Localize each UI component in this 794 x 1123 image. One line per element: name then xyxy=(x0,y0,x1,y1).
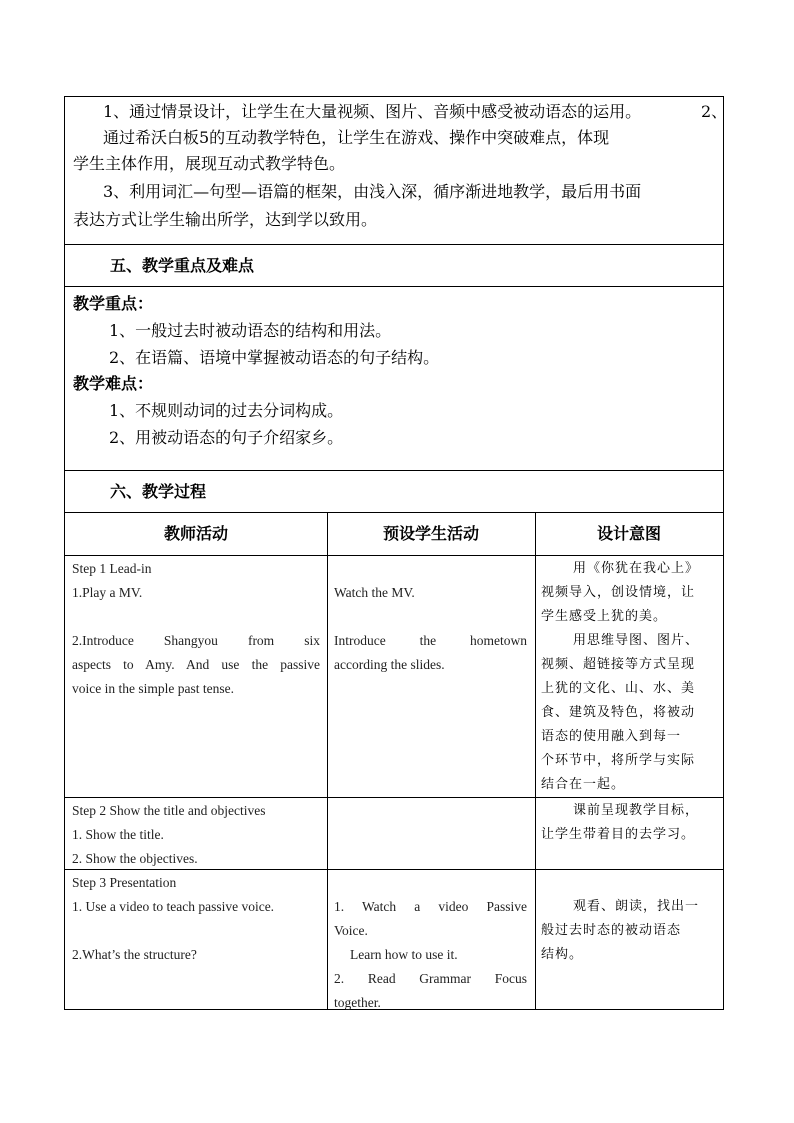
intro-line-3: 学生主体作用，展现互动式教学特色。 xyxy=(73,154,346,173)
student-activity-cell: 1. Watch a video Passive Voice. Learn how to use it. 2. Read Grammar Focus together. xyxy=(334,899,527,1010)
teacher-activity-cell: Step 1 Lead-in 1.Play a MV. 2.Introduce Shangyou from six aspects to Amy. And use the passive voice in the simple past tense. xyxy=(72,561,320,696)
teacher-activity-cell: Step 2 Show the title and objectives 1. Show the title. 2. Show the objectives. xyxy=(72,803,266,866)
column-divider xyxy=(535,513,536,1009)
lesson-plan-table xyxy=(64,96,728,1010)
row-divider xyxy=(65,555,723,556)
intro-line-4: 3、利用词汇—句型—语篇的框架，由浅入深，循序渐进地教学，最后用书面 xyxy=(103,182,642,201)
design-intent-cell: 用《你犹在我心上》 视频导入，创设情境，让 学生感受上犹的美。 用思维导图、图片、 视频、超链接等方式呈现 上犹的文化、山、水、美 食、建筑及特色，将被动 语态的使用融入到每一 个环节中，将所学与实际 结合在一起。 xyxy=(541,561,700,792)
process-table xyxy=(65,513,723,1009)
intro-line-1: 1、通过情景设计，让学生在大量视频、图片、音频中感受被动语态的运用。 xyxy=(103,102,642,121)
intro-line-2: 通过希沃白板5的互动教学特色，让学生在游戏、操作中突破难点，体现 xyxy=(103,128,610,147)
teaching-method-section xyxy=(65,97,728,245)
header-design-intent: 设计意图 xyxy=(596,524,661,543)
key-point-item: 2、在语篇、语境中掌握被动语态的句子结构。 xyxy=(109,348,440,367)
header-student-activity: 预设学生活动 xyxy=(382,524,479,543)
row-divider xyxy=(65,797,723,798)
section5-content xyxy=(65,287,723,471)
section6-title: 六、教学过程 xyxy=(110,482,207,501)
student-activity-cell: Watch the MV. Introduce the hometown according the slides. xyxy=(334,585,527,672)
intro-line-5: 表达方式让学生输出所学，达到学以致用。 xyxy=(73,210,378,229)
intro-line-1-tail: 2、 xyxy=(701,102,728,121)
header-teacher-activity: 教师活动 xyxy=(163,524,228,543)
design-intent-cell: 观看、朗读，找出一 般过去时态的被动语态 结构。 xyxy=(541,899,700,962)
section5-title-row xyxy=(65,245,723,287)
key-point-item: 1、一般过去时被动语态的结构和用法。 xyxy=(109,321,392,340)
teacher-activity-cell: Step 3 Presentation 1. Use a video to teach passive voice. 2.What’s the structure? xyxy=(72,875,275,962)
design-intent-cell: 课前呈现教学目标， 让学生带着目的去学习。 xyxy=(541,803,700,842)
column-divider xyxy=(327,513,328,1009)
difficult-point-item: 2、用被动语态的句子介绍家乡。 xyxy=(109,428,344,447)
section6-title-row xyxy=(65,471,723,513)
difficult-point-item: 1、不规则动词的过去分词构成。 xyxy=(109,401,344,420)
difficult-points-label: 教学难点： xyxy=(73,374,154,393)
key-points-label: 教学重点： xyxy=(73,294,154,313)
section5-title: 五、教学重点及难点 xyxy=(110,256,255,275)
